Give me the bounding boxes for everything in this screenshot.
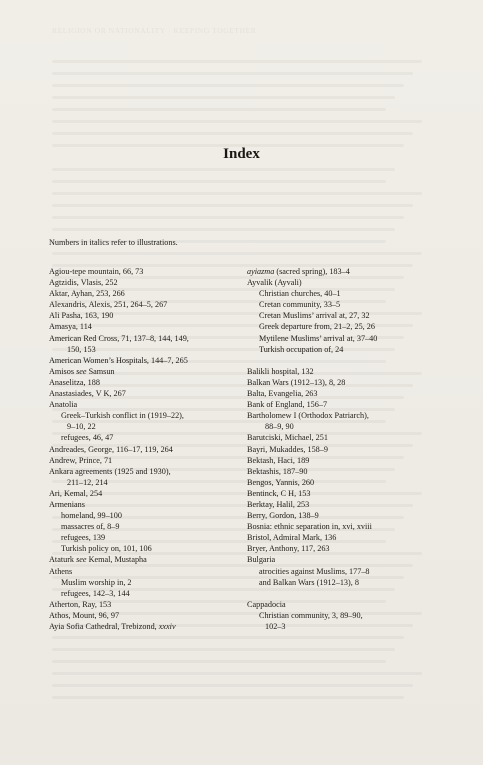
bleed-line <box>52 216 404 219</box>
index-subentry: Muslim worship in, 2 <box>61 577 132 587</box>
index-subentry: atrocities against Muslims, 177–8 <box>259 566 370 576</box>
index-entry: Ali Pasha, 163, 190 <box>49 311 114 321</box>
index-entry: Alexandris, Alexis, 251, 264–5, 267 <box>49 300 168 310</box>
index-entry: Ankara agreements (1925 and 1930), <box>49 466 171 476</box>
index-entry: 211–12, 214 <box>67 477 108 487</box>
bleed-line <box>52 132 413 135</box>
index-entry: Bank of England, 156–7 <box>247 400 328 410</box>
index-entry: 102–3 <box>265 622 286 631</box>
index-subentry: Turkish policy on, 101, 106 <box>61 544 152 554</box>
index-entry: Bryer, Anthony, 117, 263 <box>247 544 330 554</box>
index-entry: Bektash, Haci, 189 <box>247 455 310 465</box>
index-entry: Athens <box>49 566 73 576</box>
index-entry: Anaselitza, 188 <box>49 377 100 387</box>
index-entry: Balikli hospital, 132 <box>247 366 314 376</box>
illustration-page-number: xxxiv <box>158 622 176 631</box>
italics-note: Numbers in italics refer to illustrations. <box>49 238 178 247</box>
index-entry: Amasya, 114 <box>49 322 92 332</box>
index-subentry: Mytilene Muslims’ arrival at, 37–40 <box>259 333 378 343</box>
index-entry: Berktay, Halil, 253 <box>247 499 310 509</box>
index-entry: Barutciski, Michael, 251 <box>247 433 328 443</box>
index-entry: Bengos, Yannis, 260 <box>247 477 315 487</box>
bleed-line <box>52 696 404 699</box>
letter-gap <box>247 355 452 366</box>
index-entry: Bentinck, C H, 153 <box>247 488 311 498</box>
see-reference: see <box>76 366 87 376</box>
index-entry: Bayri, Mukaddes, 158–9 <box>247 444 328 454</box>
bleed-line <box>52 60 422 63</box>
index-entry: Ayvalik (Ayvali) <box>247 278 302 288</box>
index-entry: Ari, Kemal, 254 <box>49 488 103 498</box>
index-entry: Andreades, George, 116–17, 119, 264 <box>49 444 173 454</box>
index-column-right <box>247 266 452 632</box>
index-entry: Athos, Mount, 96, 97 <box>49 610 120 620</box>
index-entry: Andrew, Prince, 71 <box>49 455 113 465</box>
bleed-line <box>52 684 413 687</box>
index-entry: Bulgaria <box>247 555 276 565</box>
bleed-line <box>52 192 422 195</box>
index-entry: Anastasiades, V K, 267 <box>49 389 126 399</box>
index-entry: Armenians <box>49 499 85 509</box>
index-subentry: Cretan Muslims’ arrival at, 27, 32 <box>259 311 370 321</box>
bleed-line <box>52 228 395 231</box>
bleed-line <box>52 120 422 123</box>
index-subentry: Christian churches, 40–1 <box>259 289 341 299</box>
index-subentry: refugees, 46, 47 <box>61 433 114 443</box>
bleed-line <box>52 672 422 675</box>
index-entry: Bristol, Admiral Mark, 136 <box>247 533 337 543</box>
bleed-through-header: RELIGION OR NATIONALITY · KEEPING TOGETHER <box>52 26 257 35</box>
bleed-line <box>52 660 386 663</box>
index-entry: Agtzidis, Vlasis, 252 <box>49 278 118 288</box>
bleed-line <box>52 636 404 639</box>
bleed-line <box>52 96 395 99</box>
bleed-line <box>52 180 386 183</box>
index-entry: Agiou-tepe mountain, 66, 73 <box>49 267 144 276</box>
index-entry: Ataturk see Kemal, Mustapha <box>49 555 147 565</box>
index-entry: Bartholomew I (Orthodox Patriarch), <box>247 411 369 421</box>
bleed-line <box>52 84 404 87</box>
index-entry: Balkan Wars (1912–13), 8, 28 <box>247 377 346 387</box>
bleed-line <box>52 204 413 207</box>
index-entry: 9–10, 22 <box>67 422 96 432</box>
index-subentry: massacres of, 8–9 <box>61 522 120 532</box>
bleed-line <box>52 72 413 75</box>
index-entry: ayiazma (sacred spring), 183–4 <box>247 267 350 276</box>
index-entry: Berry, Gordon, 138–9 <box>247 511 319 521</box>
index-subentry: Turkish occupation of, 24 <box>259 344 344 354</box>
index-entry: Cappadocia <box>247 599 286 609</box>
index-entry: American Red Cross, 71, 137–8, 144, 149, <box>49 333 189 343</box>
index-subentry: refugees, 142–3, 144 <box>61 588 130 598</box>
index-entry: Bektashis, 187–90 <box>247 466 308 476</box>
index-entry: Ayia Sofia Cathedral, Trebizond, xxxiv <box>49 622 176 631</box>
index-subentry: refugees, 139 <box>61 533 106 543</box>
index-entry: Balta, Evangelia, 263 <box>247 389 318 399</box>
index-entry: 150, 153 <box>67 344 96 354</box>
index-entry: 88–9, 90 <box>265 422 294 432</box>
index-subentry: Greek departure from, 21–2, 25, 26 <box>259 322 375 332</box>
index-entry: Atherton, Ray, 153 <box>49 599 112 609</box>
index-subentry: Cretan community, 33–5 <box>259 300 341 310</box>
index-subentry: Greek–Turkish conflict in (1919–22), <box>61 411 184 421</box>
index-entry: Bosnia: ethnic separation in, xvi, xviii <box>247 522 372 532</box>
bleed-line <box>52 168 395 171</box>
bleed-line <box>52 648 395 651</box>
index-subentry: homeland, 99–100 <box>61 511 122 521</box>
bleed-line <box>52 108 386 111</box>
index-column-left <box>49 266 244 632</box>
bleed-line <box>52 252 422 255</box>
see-reference: see <box>76 555 87 565</box>
index-entry: Aktar, Ayhan, 253, 266 <box>49 289 125 299</box>
italic-term: ayiazma <box>247 267 275 276</box>
index-subentry: and Balkan Wars (1912–13), 8 <box>259 577 359 587</box>
index-entry: American Women’s Hospitals, 144–7, 265 <box>49 355 188 365</box>
letter-gap <box>247 588 452 599</box>
index-entry: Anatolia <box>49 400 78 410</box>
index-entry: Amisos see Samsun <box>49 366 115 376</box>
page-title: Index <box>223 146 260 162</box>
index-subentry: Christian community, 3, 89–90, <box>259 610 363 620</box>
